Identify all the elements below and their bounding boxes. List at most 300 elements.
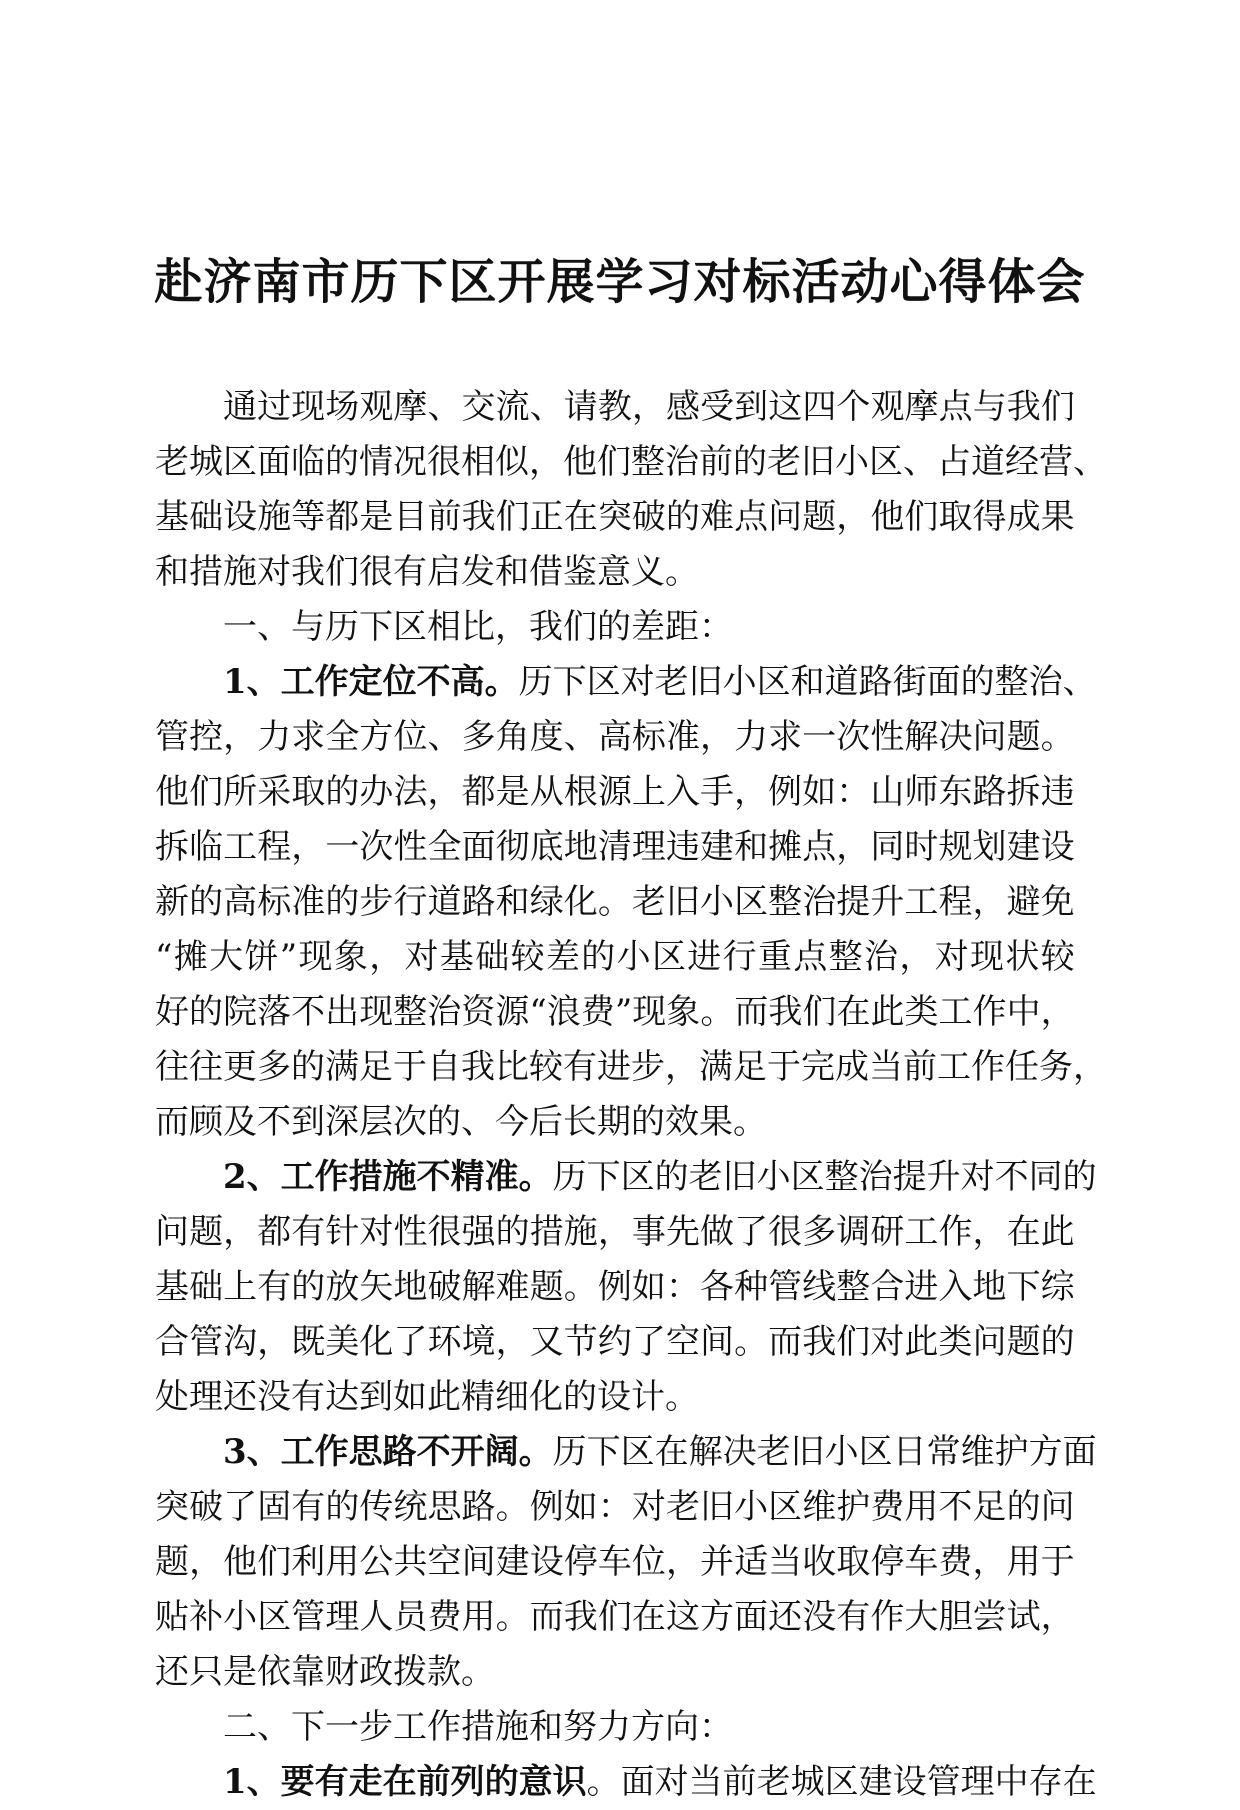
text-char: 化 [563, 882, 598, 922]
text-char: 的 [495, 1212, 530, 1252]
text-char: 感 [666, 387, 701, 427]
text-char: 在 [1062, 1762, 1097, 1802]
text-char: 状 [1005, 937, 1040, 977]
text-char: 升 [870, 882, 905, 922]
text-char: 、 [427, 717, 462, 757]
text-char: 目 [393, 497, 428, 537]
text-char: 维 [802, 1487, 837, 1527]
text-char: 取 [836, 1542, 871, 1582]
text-char: 力 [734, 717, 769, 757]
text-char: 用 [461, 1597, 496, 1637]
text-char: 较 [529, 1047, 563, 1087]
text-char: 求 [291, 717, 326, 757]
text-char: 管 [926, 1762, 961, 1802]
text-char: 例 [529, 1487, 564, 1527]
text-char: 不 [291, 992, 326, 1032]
bold-char: 开 [450, 1432, 485, 1472]
text-char: 治 [665, 442, 699, 482]
text-char: 区 [869, 442, 903, 482]
text-char: 老 [756, 1432, 791, 1472]
text-char: 题 [1006, 717, 1041, 757]
text-char: 源 [495, 992, 530, 1032]
text-char: 们 [904, 497, 939, 537]
paragraph-line [155, 1370, 1075, 1425]
text-char: 四 [802, 387, 837, 427]
text-char: 而 [529, 1597, 564, 1637]
bold-char: 阔 [484, 1432, 519, 1472]
text-char: 于 [1040, 1542, 1075, 1582]
text-char: 手 [700, 772, 734, 812]
text-char: 的 [325, 772, 360, 812]
text-char: ， [495, 1322, 530, 1362]
text-char: 区 [768, 1487, 803, 1527]
paragraph-line [155, 1645, 1075, 1700]
text-char: 对 [404, 937, 439, 977]
text-char: 小 [756, 1157, 791, 1197]
text-char: 任 [1005, 1047, 1039, 1087]
text-char: 对 [620, 662, 655, 702]
bold-char: 1 [223, 662, 247, 702]
text-char: 。 [586, 1762, 621, 1802]
text-char: 问 [768, 497, 803, 537]
text-char: 难 [495, 1267, 530, 1307]
text-char: 停 [870, 1542, 905, 1582]
text-char: 避 [1006, 882, 1041, 922]
text-char: 我 [563, 1597, 598, 1637]
text-char: 施 [563, 1212, 598, 1252]
text-char: 矢 [359, 1267, 394, 1307]
text-char: 治 [802, 882, 837, 922]
paragraph-line [155, 1480, 1075, 1535]
text-char: 下 [552, 662, 587, 702]
text-char: 小 [824, 1432, 859, 1472]
text-char: 了 [734, 1212, 769, 1252]
text-char: 有 [291, 1212, 326, 1252]
text-char: 老 [688, 1157, 723, 1197]
text-char: 方 [359, 717, 394, 757]
paragraph-line [155, 765, 1075, 820]
bold-char: 位 [382, 662, 417, 702]
text-char: 受 [700, 387, 735, 427]
text-char: 们 [836, 1322, 871, 1362]
text-char: 好 [155, 992, 189, 1032]
text-char: 解 [688, 1432, 723, 1472]
text-char: 常 [926, 1432, 961, 1472]
text-char: 建 [495, 1542, 530, 1582]
text-char: 提 [892, 1157, 927, 1197]
text-char: 和 [734, 827, 769, 867]
text-char: ， [972, 1542, 1007, 1582]
text-char: 作 [870, 1597, 905, 1637]
bold-char: 走 [348, 1762, 383, 1802]
text-char: 建 [700, 827, 734, 867]
text-char: 拆 [1006, 772, 1041, 812]
text-char: 前 [903, 1047, 937, 1087]
text-char: 工 [904, 1212, 939, 1252]
text-char: 城 [189, 442, 223, 482]
text-char: 化 [359, 1322, 394, 1362]
text-char: 似 [495, 442, 529, 482]
text-char: 违 [665, 827, 700, 867]
text-char: ： [597, 1487, 632, 1527]
text-char: 有 [836, 1597, 871, 1637]
text-char: 很 [768, 1212, 803, 1252]
text-char: 破 [631, 497, 666, 537]
text-char: 道 [824, 662, 859, 702]
text-char: 老 [631, 882, 666, 922]
text-char: 间 [700, 1322, 734, 1362]
bold-char: 、 [246, 1432, 281, 1472]
text-char: 整 [994, 662, 1029, 702]
text-char: 的 [1062, 1157, 1097, 1197]
text-char: 路 [461, 882, 496, 922]
text-char: 划 [972, 827, 1007, 867]
text-char: 经 [1005, 442, 1039, 482]
text-char: 费 [870, 1487, 905, 1527]
text-char: 况 [393, 442, 427, 482]
text-char: 他 [870, 497, 905, 537]
text-char: 入 [665, 772, 700, 812]
text-char: 治 [858, 1157, 893, 1197]
text-char: 。 [734, 1322, 769, 1362]
text-char: ， [972, 1212, 1007, 1252]
text-char: 往 [155, 1047, 189, 1087]
text-char: 放 [325, 1267, 360, 1307]
text-char: 点 [734, 497, 769, 537]
text-char: 费 [580, 992, 615, 1032]
text-char: 行 [393, 882, 428, 922]
text-char: 小 [700, 882, 734, 922]
text-char: 此 [1040, 1212, 1075, 1252]
text-char: 教 [597, 387, 632, 427]
text-char: 旧 [801, 442, 835, 482]
text-char: 的 [189, 992, 224, 1032]
text-char: 拆 [155, 827, 189, 867]
text-char: 、 [529, 387, 564, 427]
text-char: 区 [223, 442, 257, 482]
text-char: 工 [223, 827, 258, 867]
text-char: 人 [359, 1597, 394, 1637]
text-char: ， [899, 937, 934, 977]
text-char: 小 [722, 662, 757, 702]
text-char: 他 [563, 442, 597, 482]
text-char: 基 [439, 937, 474, 977]
text-char: 当 [768, 1542, 803, 1582]
text-char: 此 [870, 992, 905, 1032]
text-char: 有 [291, 1487, 326, 1527]
text-char: ： [836, 772, 871, 812]
text-char: 满 [699, 1047, 733, 1087]
text-char: 问 [972, 1322, 1007, 1362]
bold-char: 路 [382, 1432, 417, 1472]
text-char: 自 [427, 1047, 461, 1087]
text-char: 都 [325, 497, 360, 537]
text-char: 作 [971, 1047, 1005, 1087]
text-char: 和 [790, 662, 825, 702]
text-char: 彻 [495, 827, 530, 867]
text-run: 和措施对我们很有启发和借鉴意义。 [155, 552, 699, 592]
text-char: 路 [972, 772, 1007, 812]
text-char: 道 [971, 442, 1005, 482]
bold-char: 不 [416, 1432, 451, 1472]
text-char: 象 [666, 992, 701, 1032]
text-char: 于 [393, 1047, 427, 1087]
text-char: ， [734, 772, 769, 812]
text-char: 法 [393, 772, 428, 812]
text-char: 的 [325, 1487, 360, 1527]
text-char: 美 [325, 1322, 360, 1362]
text-char: 个 [836, 387, 871, 427]
text-char: 足 [733, 1047, 767, 1087]
text-char: 约 [597, 1322, 632, 1362]
text-char: 事 [631, 1212, 666, 1252]
text-char: 现 [632, 992, 667, 1032]
text-char: 和 [495, 882, 530, 922]
text-char: 区 [620, 1157, 655, 1197]
text-char: 的 [665, 497, 700, 537]
paragraph-line [155, 655, 1097, 710]
text-char: 位 [393, 717, 428, 757]
text-char: ， [189, 1542, 224, 1582]
bold-char: 不 [416, 662, 451, 702]
text-char: 全 [427, 827, 462, 867]
paragraph-line [155, 1150, 1097, 1205]
paragraph-line [155, 545, 1075, 600]
text-char: 历 [552, 1432, 587, 1472]
paragraph-line [155, 1095, 1075, 1150]
text-char: 性 [870, 717, 905, 757]
text-char: ” [614, 992, 633, 1032]
text-char: 设 [223, 497, 258, 537]
bold-char: 高 [450, 662, 485, 702]
text-char: 线 [802, 1267, 837, 1307]
text-char: 免 [1040, 882, 1075, 922]
text-char: 道 [427, 882, 462, 922]
text-char: 们 [802, 992, 837, 1032]
bold-char: 列 [450, 1762, 485, 1802]
text-char: 破 [189, 1487, 224, 1527]
text-char: 用 [904, 1487, 939, 1527]
text-char: 对 [631, 1487, 666, 1527]
text-char: 全 [325, 717, 360, 757]
text-char: 例 [768, 772, 803, 812]
text-char: ， [369, 937, 404, 977]
text-char: 小 [616, 937, 651, 977]
text-char: 我 [461, 1047, 495, 1087]
text-char: 上 [223, 1267, 258, 1307]
text-char: ” [279, 937, 298, 977]
text-char: 利 [291, 1542, 326, 1582]
text-char: 间 [461, 1542, 496, 1582]
text-char: 整 [824, 1157, 859, 1197]
text-char: 营 [1039, 442, 1073, 482]
text-char: 根 [563, 772, 598, 812]
text-char: 较 [1040, 937, 1075, 977]
text-char: 情 [359, 442, 393, 482]
text-char: 如 [802, 772, 837, 812]
text-char: 占 [937, 442, 971, 482]
text-char: 而 [768, 1322, 803, 1362]
text-char: 区 [586, 662, 621, 702]
text-char: 不 [994, 1157, 1029, 1197]
text-char: 师 [904, 772, 939, 812]
text-char: ， [291, 827, 326, 867]
text-char: 性 [393, 827, 428, 867]
text-char: 我 [461, 497, 496, 537]
text-char: 突 [597, 497, 632, 537]
text-char: 中 [994, 1762, 1029, 1802]
text-char: 整 [393, 992, 428, 1032]
text-char: 用 [1006, 1542, 1041, 1582]
text-char: 在 [563, 497, 598, 537]
text-char: 都 [257, 1212, 292, 1252]
text-char: 这 [768, 387, 803, 427]
text-char: ， [700, 717, 734, 757]
text-char: 在 [631, 1597, 666, 1637]
text-char: 路 [858, 662, 893, 702]
text-char: 还 [768, 1597, 803, 1637]
text-char: 日 [892, 1432, 927, 1472]
text-char: 的 [581, 937, 616, 977]
bold-char: 识 [552, 1762, 587, 1802]
text-char: 不 [938, 1487, 973, 1527]
text-char: 公 [359, 1542, 394, 1582]
text-char: 并 [700, 1542, 734, 1582]
text-char: 足 [359, 1047, 393, 1087]
bold-char: 前 [416, 1762, 451, 1802]
text-char: 统 [393, 1487, 428, 1527]
text-char: 位 [631, 1542, 666, 1582]
text-char: 差 [545, 937, 580, 977]
text-char: 标 [257, 882, 292, 922]
text-char: 旧 [665, 882, 700, 922]
text-char: ， [972, 882, 1007, 922]
text-char: 尝 [972, 1597, 1007, 1637]
text-char: 对 [934, 937, 969, 977]
text-char: 强 [461, 1212, 496, 1252]
text-char: 这 [665, 1597, 700, 1637]
text-char: 了 [223, 1487, 258, 1527]
text-char: 们 [597, 1597, 632, 1637]
text-char: ， [1040, 992, 1075, 1032]
text-char: 等 [291, 497, 326, 537]
text-char: 成 [835, 1047, 869, 1087]
text-run: 还只是依靠财政拨款。 [155, 1652, 495, 1692]
text-char: ， [631, 387, 666, 427]
text-char: 理 [631, 827, 666, 867]
text-char: 与 [972, 387, 1007, 427]
text-char: 进 [904, 1267, 939, 1307]
text-char: 础 [475, 937, 510, 977]
text-char: 解 [461, 1267, 496, 1307]
text-char: 升 [926, 1157, 961, 1197]
text-char: 研 [870, 1212, 905, 1252]
text-char: 费 [427, 1597, 462, 1637]
text-char: 车 [597, 1542, 632, 1582]
text-char: ， [529, 442, 563, 482]
bold-char: 、 [246, 662, 281, 702]
text-char: 措 [529, 1212, 564, 1252]
text-char: 请 [563, 387, 598, 427]
paragraph-line [155, 1590, 1075, 1645]
text-char: 题 [155, 1542, 189, 1582]
text-char: 他 [155, 772, 189, 812]
text-char: 了 [393, 1322, 428, 1362]
text-char: 类 [938, 1322, 973, 1362]
text-char: 的 [654, 1157, 689, 1197]
text-char: 通 [223, 387, 257, 427]
text-char: 沟 [223, 1322, 258, 1362]
text-char: 建 [858, 1762, 893, 1802]
text-char: 是 [495, 772, 530, 812]
text-char: 针 [325, 1212, 360, 1252]
text-char: 题 [1006, 1322, 1041, 1362]
text-char: 取 [291, 772, 326, 812]
text-char: 路 [461, 1487, 496, 1527]
text-char: 护 [994, 1432, 1029, 1472]
text-char: 场 [325, 387, 360, 427]
text-run: 二、下一步工作措施和努力方向： [223, 1707, 733, 1747]
text-char: 进 [597, 1047, 631, 1087]
text-char: 历 [552, 1157, 587, 1197]
paragraph-line [155, 985, 1075, 1040]
text-char: 类 [904, 992, 939, 1032]
text-char: 区 [790, 1157, 825, 1197]
text-char: 角 [495, 717, 530, 757]
paragraph-line [155, 1315, 1075, 1370]
text-char: 源 [597, 772, 632, 812]
text-char: 。 [1040, 717, 1075, 757]
text-char: 旧 [722, 1157, 757, 1197]
text-char: 既 [291, 1322, 326, 1362]
text-char: 调 [836, 1212, 871, 1252]
text-char: 题 [529, 1267, 564, 1307]
text-char: 突 [155, 1487, 189, 1527]
text-char: 观 [359, 387, 394, 427]
text-char: 一 [802, 717, 837, 757]
text-char: 作 [938, 1212, 973, 1252]
section-heading [155, 1700, 1075, 1755]
text-char: 工 [938, 992, 973, 1032]
text-char: ， [836, 827, 871, 867]
bold-char: 1 [223, 1762, 247, 1802]
text-char: 山 [870, 772, 905, 812]
text-char: 对 [654, 1762, 689, 1802]
text-char: 程 [257, 827, 292, 867]
text-char: 存 [1028, 1762, 1063, 1802]
text-char: 对 [870, 1322, 905, 1362]
text-char: 作 [972, 992, 1007, 1032]
text-char: 综 [1040, 1267, 1075, 1307]
text-char: 力 [257, 717, 292, 757]
paragraph-line [155, 1205, 1075, 1260]
text-char: 高 [223, 882, 258, 922]
text-char: 我 [768, 992, 803, 1032]
text-char: 。 [495, 1487, 530, 1527]
text-char: 采 [257, 772, 292, 812]
text-char: 停 [563, 1542, 598, 1582]
text-char: 空 [665, 1322, 700, 1362]
text-char: 性 [393, 1212, 428, 1252]
paragraph-line [155, 435, 1107, 490]
bold-char: 作 [314, 1432, 349, 1472]
text-char: 们 [495, 497, 530, 537]
text-char: 是 [359, 497, 394, 537]
text-char: 前 [699, 442, 733, 482]
text-char: 提 [836, 882, 871, 922]
text-char: 高 [597, 717, 632, 757]
text-char: 步 [359, 882, 394, 922]
